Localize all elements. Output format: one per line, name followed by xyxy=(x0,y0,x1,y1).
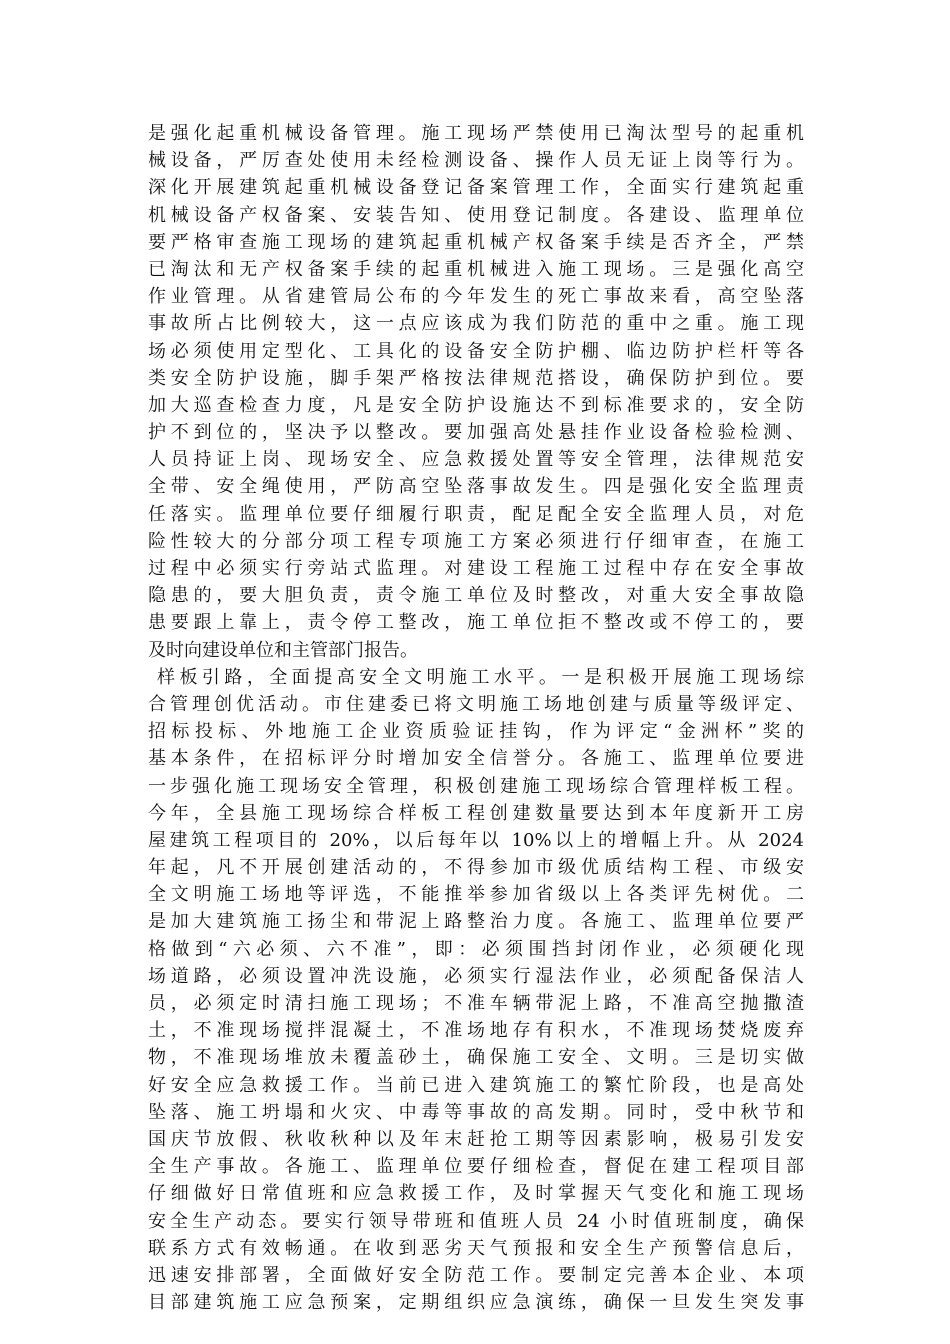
text-line: 械设备，严厉查处使用未经检测设备、操作人员无证上岗等行为。 xyxy=(148,150,804,172)
text-line: 招标投标、外地施工企业资质验证挂钩，作为评定“金洲杯”奖的 xyxy=(148,721,804,743)
text-line: 过程中必须实行旁站式监理。对建设工程施工过程中存在安全事故 xyxy=(148,558,804,579)
text-line: 已淘汰和无产权备案手续的起重机械进入施工现场。三是强化高空 xyxy=(148,258,804,280)
text-line: 基本条件，在招标评分时增加安全信誉分。各施工、监理单位要进 xyxy=(148,748,804,770)
text-line: 人员持证上岗、现场安全、应急救援处置等安全管理，法律规范安 xyxy=(148,449,804,471)
text-line: 坠落、施工坍塌和火灾、中毒等事故的高发期。同时，受中秋节和 xyxy=(148,1101,804,1123)
text-line: 是强化起重机械设备管理。施工现场严禁使用已淘汰型号的起重机 xyxy=(148,123,804,144)
text-line: 全带、安全绳使用，严防高空坠落事故发生。四是强化安全监理责 xyxy=(148,476,804,498)
text-line: 国庆节放假、秋收秋种以及年末赶抢工期等因素影响，极易引发安 xyxy=(148,1128,804,1150)
text-line: 好安全应急救援工作。当前已进入建筑施工的繁忙阶段，也是高处 xyxy=(148,1074,804,1096)
text-line: 屋建筑工程项目的 20%，以后每年以 10%以上的增幅上升。从 2024 xyxy=(148,829,804,851)
text-line: 作业管理。从省建管局公布的今年发生的死亡事故来看，高空坠落 xyxy=(148,286,804,308)
text-line: 员，必须定时清扫施工现场；不准车辆带泥上路，不准高空抛撒渣 xyxy=(148,993,804,1014)
document-body xyxy=(148,120,804,1316)
text-line: 样板引路，全面提高安全文明施工水平。一是积极开展施工现场综 xyxy=(157,666,804,688)
text-line: 场道路，必须设置冲洗设施，必须实行湿法作业，必须配备保洁人 xyxy=(148,965,804,987)
text-line: 类安全防护设施，脚手架严格按法律规范搭设，确保防护到位。要 xyxy=(148,367,804,389)
text-line: 全生产事故。各施工、监理单位要仔细检查，督促在建工程项目部 xyxy=(148,1156,804,1178)
paragraph xyxy=(148,664,804,1317)
text-line: 患要跟上靠上，责令停工整改，施工单位拒不整改或不停工的，要 xyxy=(148,612,804,634)
text-line: 合管理创优活动。市住建委已将文明施工场地创建与质量等级评定、 xyxy=(148,693,804,715)
text-line: 及时向建设单位和主管部门报告。 xyxy=(148,639,418,661)
paragraph xyxy=(148,120,804,664)
text-line: 今年，全县施工现场综合样板工程创建数量要达到本年度新开工房 xyxy=(148,802,804,824)
text-line: 年起，凡不开展创建活动的，不得参加市级优质结构工程、市级安 xyxy=(148,857,804,879)
text-line: 要严格审查施工现场的建筑起重机械产权备案手续是否齐全，严禁 xyxy=(148,231,804,253)
text-line: 事故所占比例较大，这一点应该成为我们防范的重中之重。施工现 xyxy=(148,313,804,335)
text-line: 加大巡查检查力度，凡是安全防护设施达不到标准要求的，安全防 xyxy=(148,394,804,416)
text-line: 一步强化施工现场安全管理，积极创建施工现场综合管理样板工程。 xyxy=(148,775,804,797)
text-line: 迅速安排部署，全面做好安全防范工作。要制定完善本企业、本项 xyxy=(148,1264,804,1286)
text-line: 土，不准现场搅拌混凝土，不准场地存有积水，不准现场焚烧废弃 xyxy=(148,1020,804,1042)
text-line: 格做到“六必须、六不准”，即：必须围挡封闭作业，必须硬化现 xyxy=(148,938,804,960)
text-line: 联系方式有效畅通。在收到恶劣天气预报和安全生产预警信息后， xyxy=(148,1237,804,1259)
text-line: 物，不准现场堆放未覆盖砂土，确保施工安全、文明。三是切实做 xyxy=(148,1047,804,1069)
text-line: 目部建筑施工应急预案，定期组织应急演练，确保一旦发生突发事 xyxy=(148,1292,804,1314)
text-line: 护不到位的，坚决予以整改。要加强高处悬挂作业设备检验检测、 xyxy=(148,422,804,444)
text-line: 仔细做好日常值班和应急救援工作，及时掌握天气变化和施工现场 xyxy=(148,1183,804,1205)
text-line: 深化开展建筑起重机械设备登记备案管理工作，全面实行建筑起重 xyxy=(148,177,804,199)
text-line: 任落实。监理单位要仔细履行职责，配足配全安全监理人员，对危 xyxy=(148,503,804,525)
text-line: 是加大建筑施工扬尘和带泥上路整治力度。各施工、监理单位要严 xyxy=(148,911,804,933)
text-line: 机械设备产权备案、安装告知、使用登记制度。各建设、监理单位 xyxy=(148,204,804,226)
text-line: 场必须使用定型化、工具化的设备安全防护棚、临边防护栏杆等各 xyxy=(148,340,804,362)
text-line: 安全生产动态。要实行领导带班和值班人员 24 小时值班制度，确保 xyxy=(148,1210,804,1232)
text-line: 全文明施工场地等评选，不能推举参加省级以上各类评先树优。二 xyxy=(148,884,804,906)
text-line: 险性较大的分部分项工程专项施工方案必须进行仔细审查，在施工 xyxy=(148,530,804,552)
text-line: 隐患的，要大胆负责，责令施工单位及时整改，对重大安全事故隐 xyxy=(148,585,804,607)
